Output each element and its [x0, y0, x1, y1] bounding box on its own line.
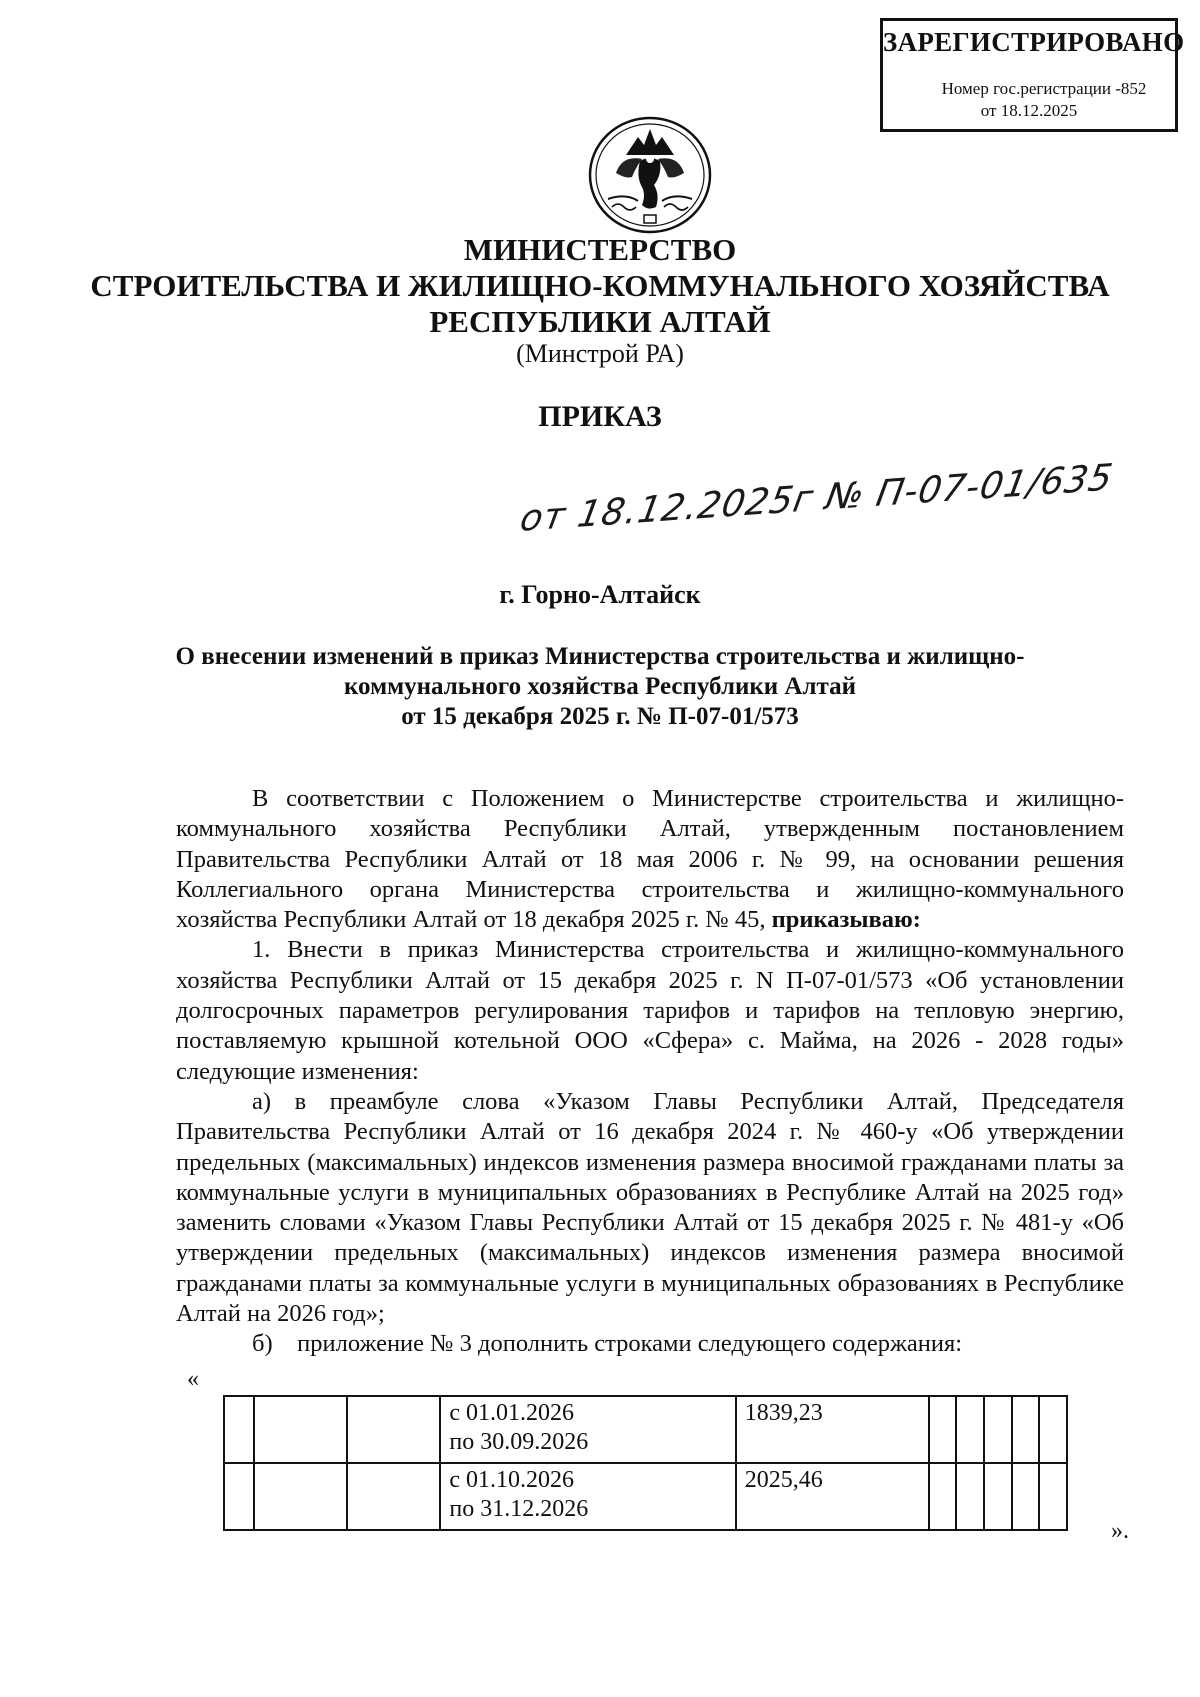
table-cell-period	[440, 1463, 735, 1530]
table-cell-empty	[254, 1463, 347, 1530]
table-cell-empty	[254, 1396, 347, 1463]
ministry-line-3: РЕСПУБЛИКИ АЛТАЙ	[429, 304, 771, 339]
registration-title: ЗАРЕГИСТРИРОВАНО	[883, 27, 1185, 57]
table-cell-empty	[347, 1463, 440, 1530]
period-to: по 30.09.2026	[449, 1429, 589, 1455]
table-cell-empty	[224, 1396, 254, 1463]
paragraph-item-a: а) в преамбуле слова «Указом Главы Республики Алтай, Председателя Правительства Республики Алтай от 16 декабря 2024 г. № 460-у «Об утверждении предельных (максимальных) индексов изменения размера вносимой гражданами платы за коммунальные услуги в муниципальных образованиях в Республике Алтай на 2025 год» заменить словами «Указом Главы Республики Алтай от 15 декабря 2025 г. № 481-у «Об утверждении предельных (максимальных) индексов изменения размера вносимой гражданами платы за коммунальные услуги в муниципальных образованиях в Республике Алтай на 2026 год»;	[176, 1087, 1124, 1328]
order-subject	[0, 642, 1200, 732]
quote-open: «	[187, 1366, 199, 1392]
table-cell-empty	[929, 1396, 957, 1463]
tariff-table	[223, 1395, 1068, 1531]
table-row	[224, 1463, 1067, 1530]
document-type: ПРИКАЗ	[538, 400, 662, 433]
ministry-title	[0, 232, 1200, 340]
table-cell-empty	[956, 1463, 984, 1530]
paragraph-item-b: б) приложение № 3 дополнить строками следующего содержания:	[252, 1330, 963, 1358]
table-cell-empty	[1039, 1463, 1067, 1530]
table-cell-empty	[1039, 1396, 1067, 1463]
coat-of-arms-altai-icon	[586, 115, 714, 235]
table-cell-empty	[984, 1396, 1012, 1463]
table-cell-empty	[929, 1463, 957, 1530]
handwritten-order-number: от 18.12.2025г № П-07-01/635	[517, 456, 1117, 541]
order-body	[176, 784, 1124, 1360]
subject-line-2: коммунального хозяйства Республики Алтай	[343, 673, 856, 700]
table-cell-empty	[1012, 1463, 1040, 1530]
period-to: по 31.12.2026	[449, 1496, 589, 1522]
registration-date: от 18.12.2025	[980, 101, 1078, 120]
table-cell-empty	[224, 1463, 254, 1530]
paragraph-preamble	[176, 784, 1124, 935]
table-cell-tariff: 2025,46	[736, 1463, 929, 1530]
ministry-short-name: (Минстрой РА)	[516, 339, 684, 368]
registration-number: Номер гос.регистрации -852	[941, 79, 1147, 98]
ministry-line-1: МИНИСТЕРСТВО	[463, 232, 737, 267]
subject-line-3: от 15 декабря 2025 г. № П-07-01/573	[401, 703, 799, 730]
period-from: с 01.10.2026	[449, 1467, 575, 1493]
table-cell-empty	[984, 1463, 1012, 1530]
subject-line-1: О внесении изменений в приказ Министерства строительства и жилищно-	[175, 643, 1025, 670]
table-row	[224, 1396, 1067, 1463]
table-cell-empty	[347, 1396, 440, 1463]
paragraph-item-1: 1. Внести в приказ Министерства строительства и жилищно-коммунального хозяйства Республики Алтай от 15 декабря 2025 г. N П-07-01/573 «Об установлении долгосрочных параметров регулирования тарифов и тарифов на тепловую энергию, поставляемую крышной котельной ООО «Сфера» с. Майма, на 2026 - 2028 годы» следующие изменения:	[176, 936, 1124, 1085]
preamble-text: В соответствии с Положением о Министерстве строительства и жилищно-коммунального хозяйства Республики Алтай, утвержденным постановлением Правительства Республики Алтай от 18 мая 2006 г. № 99, на основании решения Коллегиального органа Министерства строительства и жилищно-коммунального хозяйства Республики Алтай от 18 декабря 2025 г. № 45,	[176, 785, 1124, 934]
order-verb: приказываю:	[771, 906, 921, 934]
city: г. Горно-Алтайск	[499, 580, 701, 609]
table-cell-empty	[1012, 1396, 1040, 1463]
table-cell-period	[440, 1396, 735, 1463]
registration-stamp	[880, 18, 1185, 132]
ministry-line-2: СТРОИТЕЛЬСТВА И ЖИЛИЩНО-КОММУНАЛЬНОГО ХОЗЯЙСТВА	[90, 268, 1110, 303]
quote-close: ».	[1111, 1518, 1129, 1544]
table-cell-empty	[956, 1396, 984, 1463]
period-from: с 01.01.2026	[449, 1400, 575, 1426]
table-cell-tariff: 1839,23	[736, 1396, 929, 1463]
